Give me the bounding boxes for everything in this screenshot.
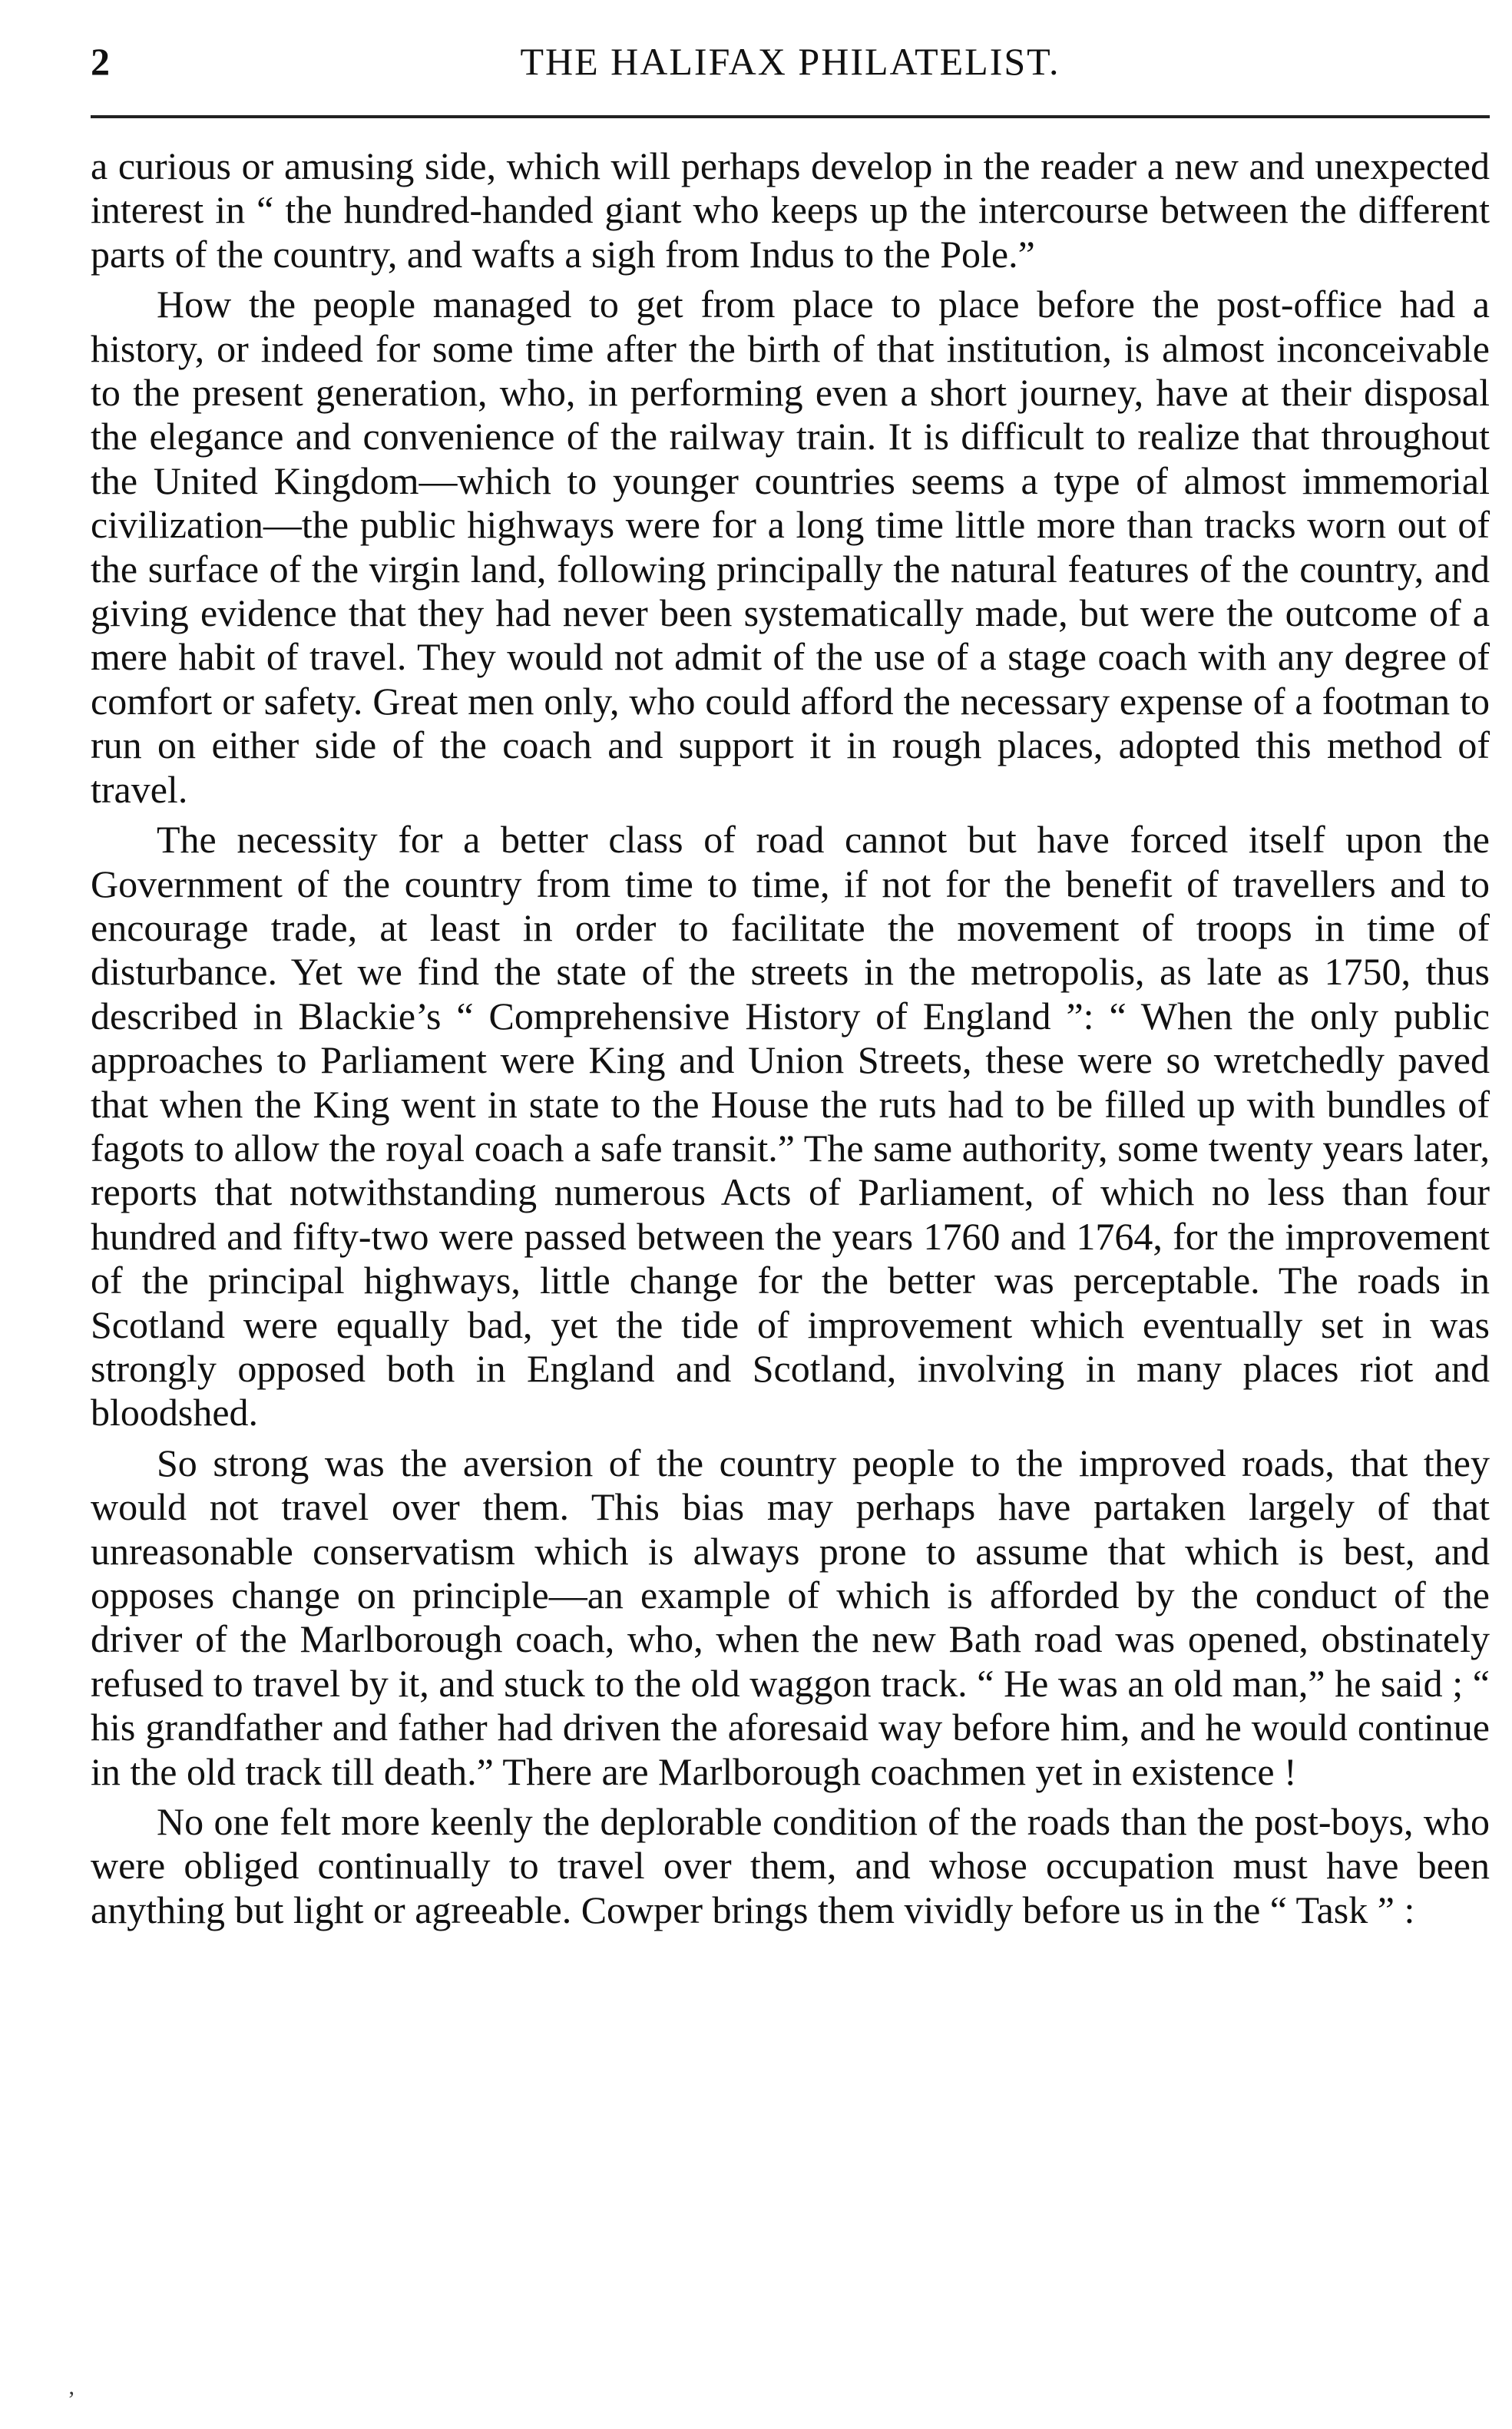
running-title: THE HALIFAX PHILATELIST.	[520, 40, 1060, 83]
header-divider	[91, 115, 1490, 118]
page-number: 2	[91, 40, 110, 83]
article-body	[91, 144, 1490, 1938]
paragraph: a curious or amusing side, which will perhaps develop in the reader a new and unexpected interest in “ the hundred-handed giant who keeps up the intercourse between the different parts of the country, and wafts a sigh from Indus to the Pole.”	[91, 144, 1490, 276]
print-speck: ’	[68, 2387, 75, 2412]
paragraph: How the people managed to get from place to place before the post-office had a history, or indeed for some time after the birth of that institution, is almost inconceivable to the present generation, who, in performing even a short journey, have at their disposal the elegance and convenience of the railway train. It is difficult to realize that throughout the United Kingdom—which to younger countries seems a type of almost immemorial civilization—the public highways were for a long time little more than tracks worn out of the surface of the virgin land, following principally the natural features of the country, and giving evidence that they had never been systematically made, but were the outcome of a mere habit of travel. They would not admit of the use of a stage coach with any degree of comfort or safety. Great men only, who could afford the necessary expense of a footman to run on either side of the coach and support it in rough places, adopted this method of travel.	[91, 283, 1490, 811]
paragraph: The necessity for a better class of road cannot but have forced itself upon the Government of the country from time to time, if not for the benefit of travellers and to encourage trade, at least in order to facilitate the movement of troops in time of disturbance. Yet we find the state of the streets in the metropolis, as late as 1750, thus described in Blackie’s “ Comprehensive History of England ”: “ When the only public approaches to Parliament were King and Union Streets, these were so wretchedly paved that when the King went in state to the House the ruts had to be filled up with bundles of fagots to allow the royal coach a safe transit.” The same authority, some twenty years later, reports that notwithstanding numerous Acts of Parliament, of which no less than four hundred and fifty-two were passed between the years 1760 and 1764, for the improvement of the principal highways, little change for the better was perceptable. The roads in Scotland were equally bad, yet the tide of improvement which eventually set in was strongly opposed both in England and Scotland, involving in many places riot and bloodshed.	[91, 818, 1490, 1435]
paragraph: No one felt more keenly the deplorable condition of the roads than the post-boys, who were obliged continually to travel over them, and whose occupation must have been anything but light or agreeable. Cowper brings them vividly before us in the “ Task ” :	[91, 1800, 1490, 1931]
page-header	[91, 38, 1490, 92]
paragraph: So strong was the aversion of the country people to the improved roads, that they would not travel over them. This bias may perhaps have partaken largely of that unreasonable conservatism which is always prone to assume that which is best, and opposes change on principle—an example of which is afforded by the conduct of the driver of the Marlborough coach, who, when the new Bath road was opened, obstinately refused to travel by it, and stuck to the old waggon track. “ He was an old man,” he said ; “ his grandfather and father had driven the aforesaid way before him, and he would continue in the old track till death.” There are Marlborough coachmen yet in existence !	[91, 1441, 1490, 1793]
